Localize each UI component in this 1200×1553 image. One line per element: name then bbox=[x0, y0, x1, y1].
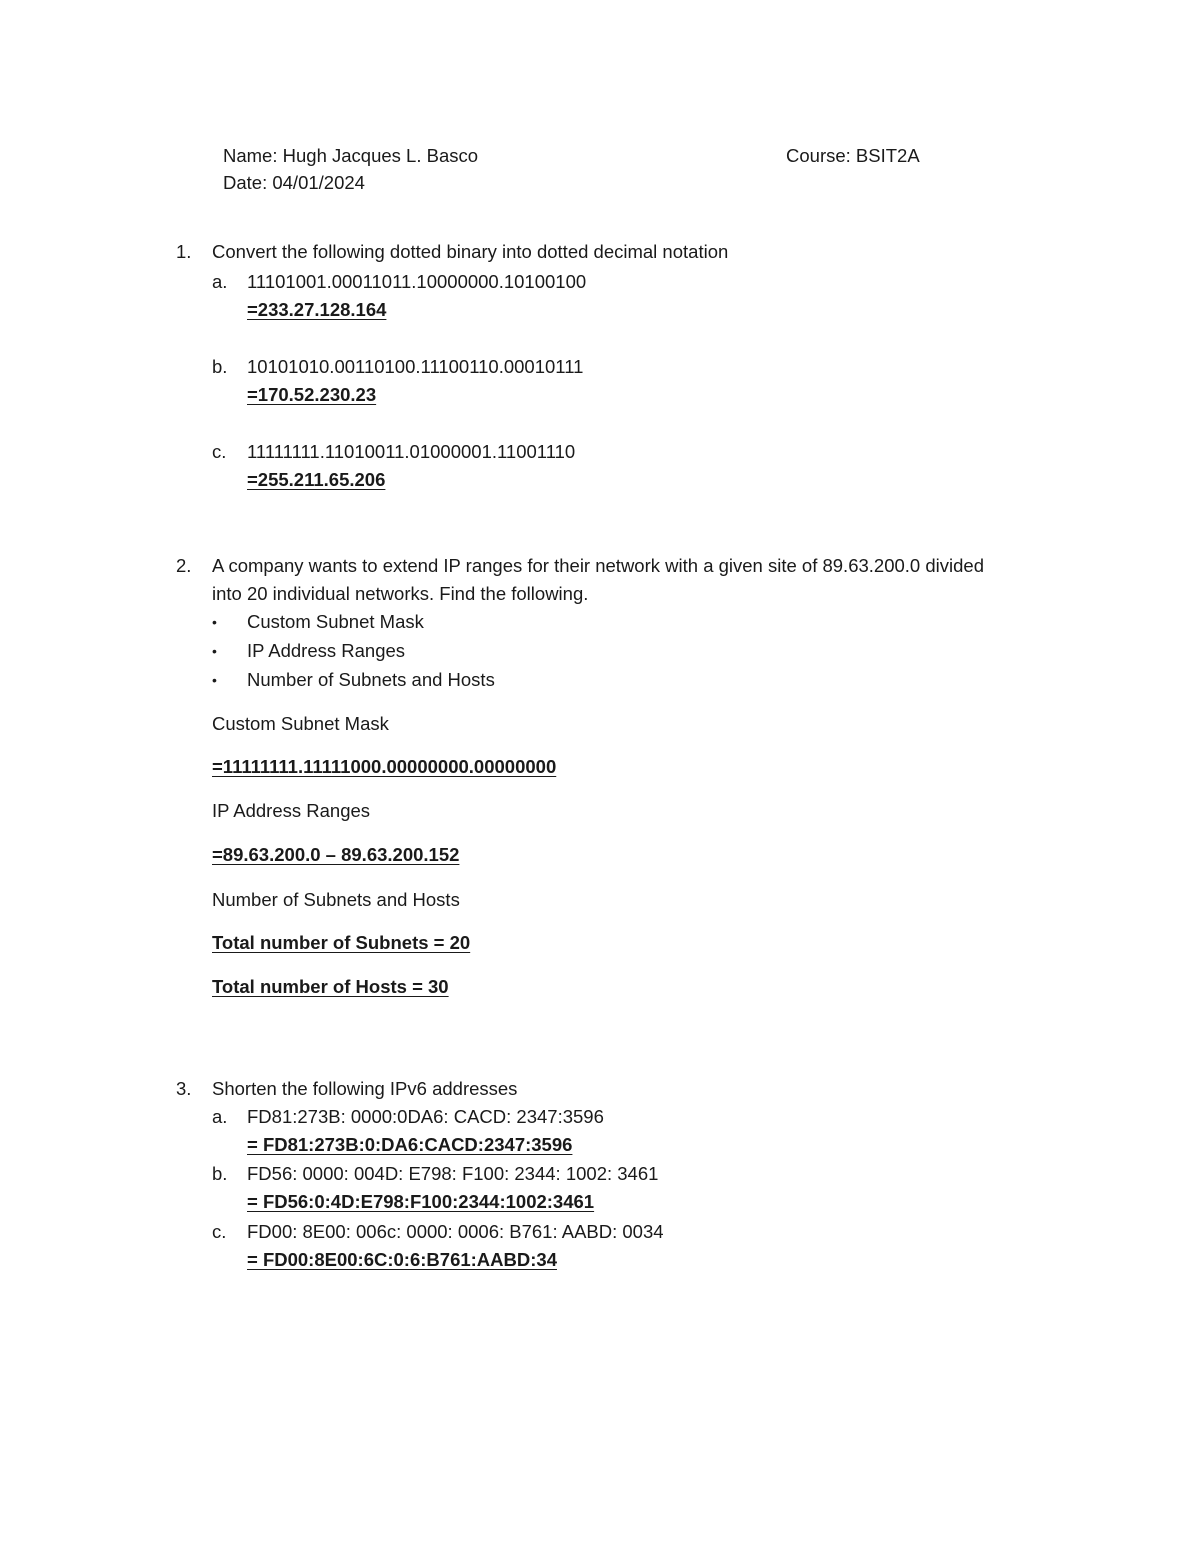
date: Date: 04/01/2024 bbox=[223, 172, 365, 193]
q2-range-label: IP Address Ranges bbox=[212, 800, 371, 821]
q3a-value: FD81:273B: 0000:0DA6: CACD: 2347:3596 bbox=[247, 1106, 604, 1127]
q2-hosts-answer: Total number of Hosts = 30 bbox=[212, 976, 449, 997]
q2-bullet-count: Number of Subnets and Hosts bbox=[247, 669, 495, 690]
q2-subnets-answer: Total number of Subnets = 20 bbox=[212, 932, 471, 953]
q2-range-answer: =89.63.200.0 – 89.63.200.152 bbox=[212, 844, 460, 865]
q3b-answer: = FD56:0:4D:E798:F100:2344:1002:3461 bbox=[247, 1191, 595, 1212]
q1-prompt: Convert the following dotted binary into dotted decimal notation bbox=[212, 241, 729, 262]
q3c-value: FD00: 8E00: 006c: 0000: 0006: B761: AABD: 0034 bbox=[247, 1221, 664, 1242]
q3c-label: c. bbox=[212, 1221, 227, 1242]
q3a-answer: = FD81:273B:0:DA6:CACD:2347:3596 bbox=[247, 1134, 573, 1155]
q1b-answer: =170.52.230.23 bbox=[247, 384, 377, 405]
q1a-value: 11101001.00011011.10000000.10100100 bbox=[247, 271, 587, 292]
q3c-answer: = FD00:8E00:6C:0:6:B761:AABD:34 bbox=[247, 1249, 557, 1270]
bullet-icon: • bbox=[212, 643, 217, 659]
bullet-icon: • bbox=[212, 672, 217, 688]
q1c-value: 11111111.11010011.01000001.11001110 bbox=[247, 441, 576, 462]
q3-prompt: Shorten the following IPv6 addresses bbox=[212, 1078, 518, 1099]
q1-number: 1. bbox=[176, 241, 192, 262]
q1b-label: b. bbox=[212, 356, 228, 377]
q2-mask-label: Custom Subnet Mask bbox=[212, 713, 389, 734]
q3-number: 3. bbox=[176, 1078, 192, 1099]
course: Course: BSIT2A bbox=[786, 145, 920, 166]
q2-prompt-line1: A company wants to extend IP ranges for their network with a given site of 89.63.200.0 divided bbox=[212, 555, 984, 576]
q2-count-label: Number of Subnets and Hosts bbox=[212, 889, 460, 910]
q1a-label: a. bbox=[212, 271, 228, 292]
q2-prompt-line2: into 20 individual networks. Find the following. bbox=[212, 583, 589, 604]
q2-bullet-mask: Custom Subnet Mask bbox=[247, 611, 424, 632]
q2-mask-answer: =11111111.11111000.00000000.00000000 bbox=[212, 756, 557, 777]
q1b-value: 10101010.00110100.11100110.00010111 bbox=[247, 356, 584, 377]
q1c-answer: =255.211.65.206 bbox=[247, 469, 386, 490]
q3b-value: FD56: 0000: 004D: E798: F100: 2344: 1002: 3461 bbox=[247, 1163, 659, 1184]
student-name: Name: Hugh Jacques L. Basco bbox=[223, 145, 479, 166]
q2-number: 2. bbox=[176, 555, 192, 576]
q2-bullet-ranges: IP Address Ranges bbox=[247, 640, 406, 661]
q3a-label: a. bbox=[212, 1106, 228, 1127]
q1a-answer: =233.27.128.164 bbox=[247, 299, 387, 320]
q1c-label: c. bbox=[212, 441, 227, 462]
bullet-icon: • bbox=[212, 614, 217, 630]
q3b-label: b. bbox=[212, 1163, 228, 1184]
